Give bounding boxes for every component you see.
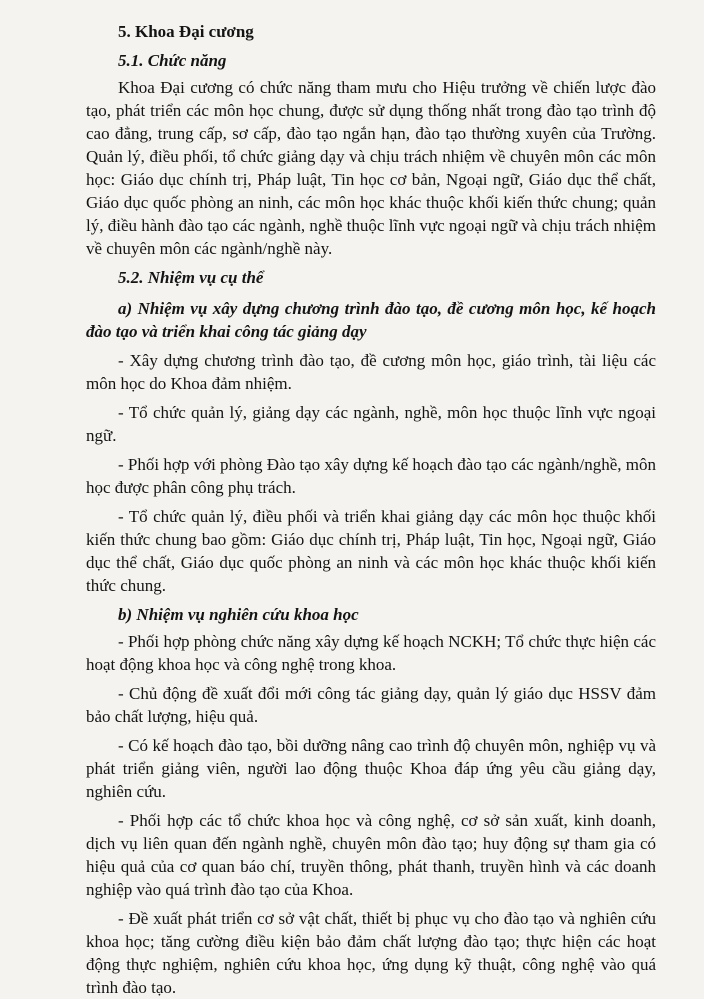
subsection-title-tasks: 5.2. Nhiệm vụ cụ thể — [118, 268, 264, 287]
part-a-item: - Xây dựng chương trình đào tạo, đề cương môn học, giáo trình, tài liệu các môn học do Khoa đảm nhiệm. — [86, 351, 656, 393]
part-b-item: - Có kế hoạch đào tạo, bồi dưỡng nâng cao trình độ chuyên môn, nghiệp vụ và phát triển giảng viên, người lao động thuộc Khoa đáp ứng yêu cầu giảng dạy, nghiên cứu. — [86, 736, 656, 801]
functions-paragraph: Khoa Đại cương có chức năng tham mưu cho Hiệu trưởng về chiến lược đào tạo, phát triển các môn học chung, được sử dụng thống nhất trong đào tạo trình độ cao đẳng, trung cấp, sơ cấp, đào tạo ngắn hạn, đào tạo thường xuyên của Trường. Quản lý, điều phối, tổ chức giảng dạy và chịu trách nhiệm về chuyên môn các môn học: Giáo dục chính trị, Pháp luật, Tin học cơ bản, Ngoại ngữ, Giáo dục thể chất, Giáo dục quốc phòng an ninh, các môn học khác thuộc khối kiến thức chung; quản lý, điều hành đào tạo các ngành, nghề thuộc lĩnh vực ngoại ngữ và chịu trách nhiệm về chuyên môn các ngành/nghề này. — [86, 78, 656, 258]
part-a-heading: a) Nhiệm vụ xây dựng chương trình đào tạo, đề cương môn học, kế hoạch đào tạo và triển khai công tác giảng dạy — [86, 299, 656, 341]
part-b-item: - Phối hợp các tổ chức khoa học và công nghệ, cơ sở sản xuất, kinh doanh, dịch vụ liên quan đến ngành nghề, chuyên môn đào tạo; huy động sự tham gia có hiệu quả của cơ quan báo chí, truyền thông, phát thanh, truyền hình và các doanh nghiệp vào quá trình đào tạo của Khoa. — [86, 811, 656, 899]
subsection-title-functions: 5.1. Chức năng — [118, 51, 227, 70]
part-b-item: - Đề xuất phát triển cơ sở vật chất, thiết bị phục vụ cho đào tạo và nghiên cứu khoa học; tăng cường điều kiện bảo đảm chất lượng đào tạo; thực hiện các hoạt động thực nghiệm, nghiên cứu khoa học, ứng dụng kỹ thuật, công nghệ vào quá trình đào tạo. — [86, 909, 656, 997]
part-b-item: - Chủ động đề xuất đổi mới công tác giảng dạy, quản lý giáo dục HSSV đảm bảo chất lượng, hiệu quả. — [86, 684, 656, 726]
part-b-item: - Phối hợp phòng chức năng xây dựng kế hoạch NCKH; Tổ chức thực hiện các hoạt động khoa học và công nghệ trong khoa. — [86, 632, 656, 674]
part-b-heading: b) Nhiệm vụ nghiên cứu khoa học — [118, 605, 359, 624]
part-a-item: - Phối hợp với phòng Đào tạo xây dựng kế hoạch đào tạo các ngành/nghề, môn học được phân công phụ trách. — [86, 455, 657, 497]
section-title: 5. Khoa Đại cương — [118, 22, 254, 41]
part-a-item: - Tổ chức quản lý, điều phối và triển khai giảng dạy các môn học thuộc khối kiến thức chung bao gồm: Giáo dục chính trị, Pháp luật, Tin học, Ngoại ngữ, Giáo dục thể chất, Giáo dục quốc phòng an ninh và các môn học khác thuộc khối kiến thức chung. — [86, 507, 656, 595]
part-a-item: - Tổ chức quản lý, giảng dạy các ngành, nghề, môn học thuộc lĩnh vực ngoại ngữ. — [86, 403, 656, 445]
